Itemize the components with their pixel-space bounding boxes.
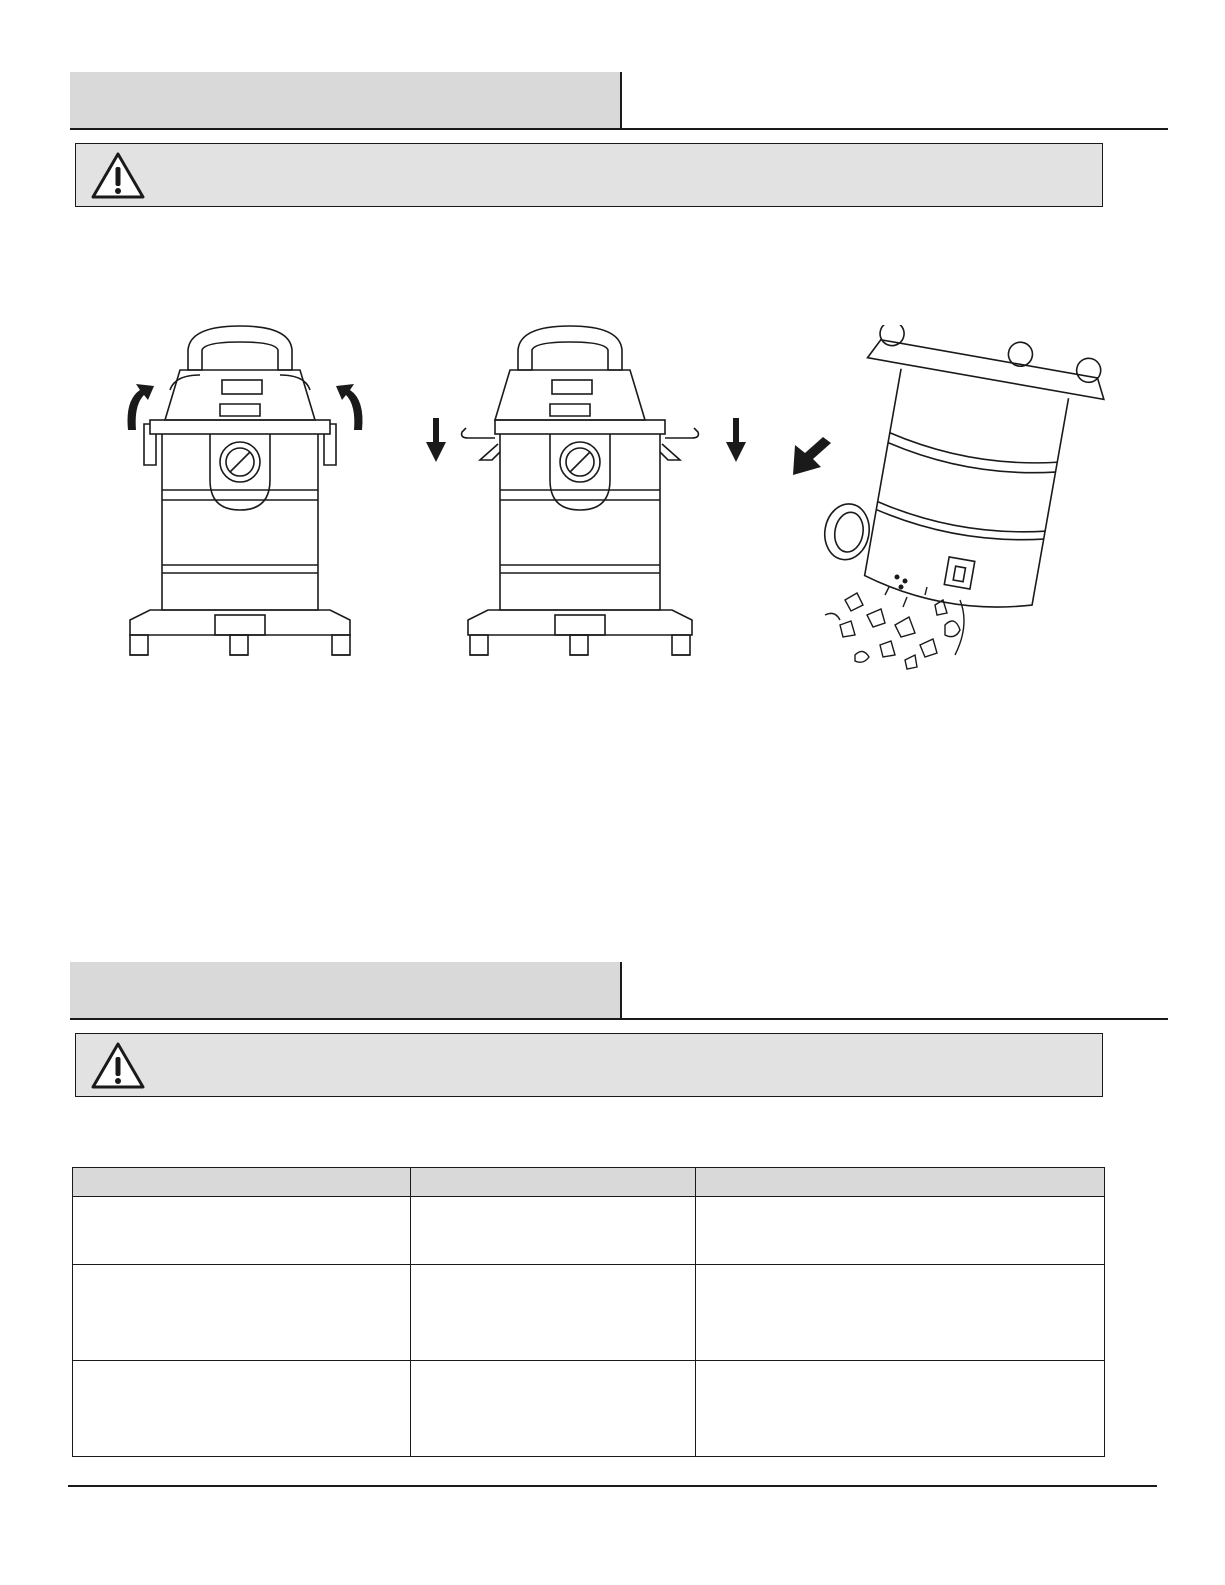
warning-triangle-icon bbox=[90, 1041, 146, 1091]
table-row bbox=[73, 1265, 1105, 1361]
section-header-maintenance bbox=[70, 72, 1168, 130]
table-cell bbox=[411, 1197, 696, 1265]
section-title-tab bbox=[70, 72, 622, 128]
table-header-row bbox=[73, 1168, 1105, 1197]
column-header-problem bbox=[73, 1168, 411, 1197]
table-cell bbox=[73, 1361, 411, 1457]
table-cell bbox=[73, 1197, 411, 1265]
wet-dry-vac-empty-tank-illustration bbox=[785, 325, 1115, 675]
diagonal-arrow-icon bbox=[793, 437, 831, 475]
section-rule bbox=[70, 128, 1168, 130]
warning-box bbox=[75, 143, 1103, 207]
wet-dry-vac-latches-open-illustration bbox=[420, 320, 760, 670]
table-cell bbox=[411, 1361, 696, 1457]
wet-dry-vac-unlatch-lid-illustration bbox=[110, 320, 380, 670]
column-header-cause bbox=[411, 1168, 696, 1197]
table-cell bbox=[411, 1265, 696, 1361]
illustration-row bbox=[0, 300, 1225, 700]
column-header-solution bbox=[696, 1168, 1105, 1197]
section-header-troubleshooting bbox=[70, 962, 1168, 1020]
section-rule bbox=[70, 1018, 1168, 1020]
table-row bbox=[73, 1361, 1105, 1457]
section-title bbox=[70, 962, 620, 994]
table-cell bbox=[696, 1197, 1105, 1265]
section-title-tab bbox=[70, 962, 622, 1018]
table-row bbox=[73, 1197, 1105, 1265]
curved-arrow-icon bbox=[128, 384, 363, 430]
table-cell bbox=[696, 1265, 1105, 1361]
table-cell bbox=[73, 1265, 411, 1361]
warning-triangle-icon bbox=[90, 151, 146, 201]
warning-box bbox=[75, 1033, 1103, 1097]
section-title bbox=[70, 72, 620, 104]
troubleshooting-table bbox=[72, 1167, 1105, 1457]
footer-rule bbox=[68, 1485, 1157, 1487]
table-cell bbox=[696, 1361, 1105, 1457]
